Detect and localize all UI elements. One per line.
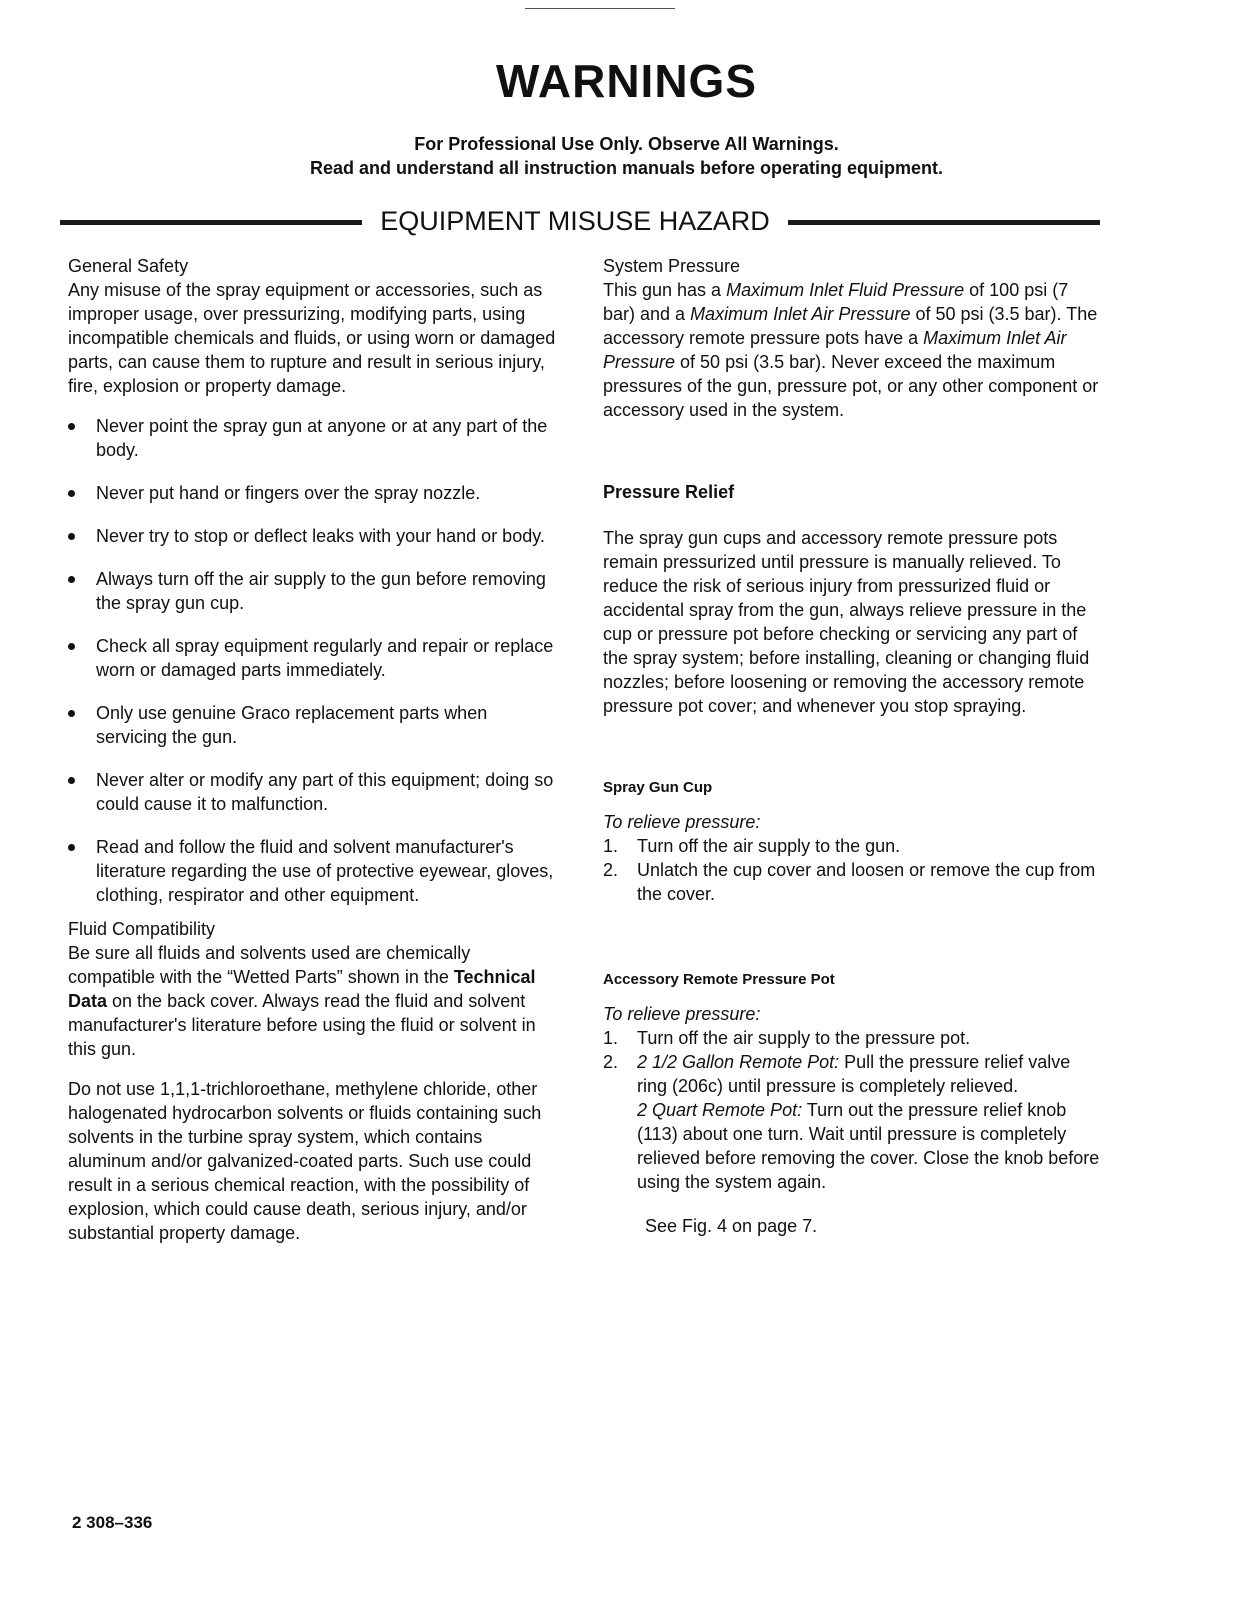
spray-gun-cup-heading: Spray Gun Cup	[603, 779, 713, 796]
general-safety-heading: General Safety	[68, 256, 189, 276]
fluid-compat-text-a: Be sure all fluids and solvents used are chemically compatible with the “Wetted Parts” shown in the	[68, 943, 471, 987]
remote-pot-heading: Accessory Remote Pressure Pot	[603, 971, 835, 988]
sp-italic-1: Maximum Inlet Fluid Pressure	[726, 280, 965, 300]
sp-italic-3: Maximum Inlet Air Pressure	[603, 328, 1067, 372]
page-number: 2 308–336	[72, 1513, 153, 1532]
list-item: Never alter or modify any part of this equipment; doing so could cause it to malfunction.	[68, 768, 558, 816]
fluid-compatibility-heading: Fluid Compatibility	[68, 919, 216, 939]
step-text: Pull the pressure relief valve ring (206c) until pressure is completely relieved.	[637, 1052, 1071, 1096]
spray-gun-cup-intro: To relieve pressure:	[603, 812, 761, 832]
remote-pot-intro: To relieve pressure:	[603, 1004, 761, 1024]
system-pressure-heading: System Pressure	[603, 256, 741, 276]
page-title: WARNINGS	[496, 55, 757, 107]
step-number: 2.	[603, 1052, 619, 1072]
step-text: Turn off the air supply to the pressure pot.	[637, 1028, 971, 1048]
step-italic: 2 Quart Remote Pot:	[637, 1100, 803, 1120]
step-number: 1.	[603, 1028, 619, 1048]
list-item: Never point the spray gun at anyone or at any part of the body.	[68, 414, 558, 462]
step-text: Unlatch the cup cover and loosen or remove the cup from the cover.	[637, 860, 1096, 904]
list-item	[603, 858, 1103, 906]
spray-gun-cup-steps	[603, 834, 1103, 906]
safety-bullet-list	[68, 414, 558, 907]
list-item: Never try to stop or deflect leaks with your hand or body.	[68, 524, 558, 548]
sp-text-1: This gun has a	[603, 280, 727, 300]
hazard-banner	[60, 204, 1100, 238]
general-safety-body: Any misuse of the spray equipment or accessories, such as improper usage, over pressurizing, modifying parts, using incompatible chemicals and fluids, or using worn or damaged parts, can cause them to rupture and result in serious injury, fire, explosion or property damage.	[68, 280, 556, 396]
step-italic: 2 1/2 Gallon Remote Pot:	[637, 1052, 840, 1072]
hazard-rule-right	[788, 220, 1100, 225]
hazard-rule-left	[60, 220, 362, 225]
remote-pot-steps	[603, 1026, 1103, 1194]
hazard-title: EQUIPMENT MISUSE HAZARD	[380, 206, 770, 236]
left-column	[68, 254, 558, 1245]
step-number: 2.	[603, 860, 619, 880]
list-item: Read and follow the fluid and solvent manufacturer's literature regarding the use of protective eyewear, gloves, clothing, respirator and other equipment.	[68, 835, 558, 907]
sp-text-2: of 100 psi (7 bar) and a	[603, 280, 1069, 324]
solvent-warning-body: Do not use 1,1,1-trichloroethane, methylene chloride, other halogenated hydrocarbon solvents or fluids containing such solvents in the turbine spray system, which contains aluminum and/or galvanized-coated parts. Such use could result in a serious chemical reaction, with the possibility of explosion, which could cause death, serious injury, and/or substantial property damage.	[68, 1079, 542, 1243]
list-item	[603, 834, 1103, 858]
top-rule	[525, 8, 675, 9]
pressure-relief-heading: Pressure Relief	[603, 482, 735, 502]
pressure-relief-body: The spray gun cups and accessory remote pressure pots remain pressurized until pressure is manually relieved. To reduce the risk of serious injury from pressurized fluid or accidental spray from the gun, always relieve pressure in the cup or pressure pot before checking or servicing any part of the spray system; before installing, cleaning or changing fluid nozzles; before loosening or removing the accessory remote pressure pot cover; and whenever you stop spraying.	[603, 528, 1090, 716]
list-item: Check all spray equipment regularly and repair or replace worn or damaged parts immediately.	[68, 634, 558, 682]
technical-data-ref: Technical Data	[68, 967, 536, 1011]
right-column	[603, 254, 1103, 1238]
sp-text-4: of 50 psi (3.5 bar). Never exceed the maximum pressures of the gun, pressure pot, or any other component or accessory used in the system.	[603, 352, 1099, 420]
step-text: Turn out the pressure relief knob (113) about one turn. Wait until pressure is completely relieved before removing the cover. Close the knob before using the system again.	[637, 1100, 1100, 1192]
step-number: 1.	[603, 836, 619, 856]
fluid-compatibility-body	[68, 941, 558, 1061]
list-item: Only use genuine Graco replacement parts when servicing the gun.	[68, 701, 558, 749]
system-pressure-body	[603, 278, 1103, 422]
list-item: Never put hand or fingers over the spray nozzle.	[68, 481, 558, 505]
sp-text-3: of 50 psi (3.5 bar). The accessory remote pressure pots have a	[603, 304, 1098, 348]
see-figure-note: See Fig. 4 on page 7.	[645, 1216, 818, 1236]
list-item	[603, 1026, 1103, 1050]
list-item: Always turn off the air supply to the gun before removing the spray gun cup.	[68, 567, 558, 615]
step-text: Turn off the air supply to the gun.	[637, 836, 901, 856]
fluid-compat-text-b: on the back cover. Always read the fluid and solvent manufacturer's literature before using the fluid or solvent in this gun.	[68, 991, 536, 1059]
subtitle-line-1: For Professional Use Only. Observe All Warnings.	[414, 134, 839, 154]
list-item	[603, 1050, 1103, 1194]
sp-italic-2: Maximum Inlet Air Pressure	[690, 304, 911, 324]
page-subtitle	[0, 132, 1253, 180]
subtitle-line-2: Read and understand all instruction manuals before operating equipment.	[309, 158, 944, 178]
